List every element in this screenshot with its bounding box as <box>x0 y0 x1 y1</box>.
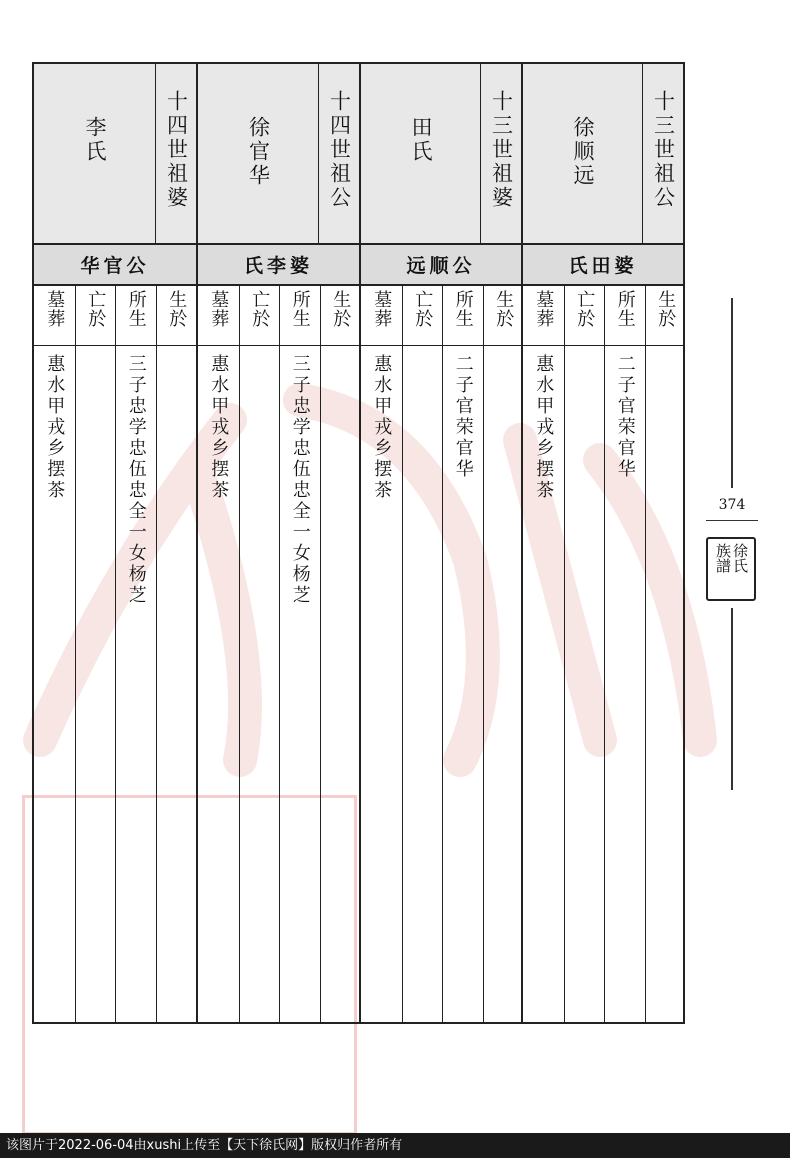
col-children <box>279 286 320 1022</box>
generation-title: 十三世祖公 <box>651 90 676 210</box>
col-born <box>156 286 197 1022</box>
label-died: 亡於 <box>76 286 116 346</box>
label-born: 生於 <box>646 286 686 346</box>
block-header <box>523 64 683 245</box>
value-born <box>321 346 361 1022</box>
value-died <box>403 346 443 1022</box>
label-born: 生於 <box>321 286 361 346</box>
col-died <box>75 286 116 1022</box>
col-burial <box>523 286 564 1022</box>
person-block-3 <box>34 64 196 1022</box>
generation-title: 十四世祖公 <box>327 90 352 210</box>
block-caption: 远顺公 <box>361 245 521 286</box>
col-children <box>604 286 645 1022</box>
label-burial: 墓葬 <box>198 286 239 346</box>
value-died <box>76 346 116 1022</box>
label-children: 所生 <box>116 286 156 346</box>
col-died <box>239 286 280 1022</box>
person-name: 李氏 <box>83 116 107 164</box>
label-burial: 墓葬 <box>361 286 402 346</box>
col-born <box>320 286 361 1022</box>
genealogy-logo <box>706 537 756 601</box>
margin-rule-bottom <box>731 608 733 790</box>
label-born: 生於 <box>484 286 524 346</box>
col-died <box>564 286 605 1022</box>
block-caption: 华官公 <box>34 245 196 286</box>
value-burial: 惠水甲戎乡摆茶 <box>371 354 393 501</box>
block-caption: 氏李婆 <box>198 245 359 286</box>
page-number: 374 <box>718 497 746 513</box>
col-born <box>645 286 686 1022</box>
label-died: 亡於 <box>565 286 605 346</box>
label-burial: 墓葬 <box>34 286 75 346</box>
person-block-1 <box>359 64 521 1022</box>
value-children: 二子官荣官华 <box>614 354 636 480</box>
person-block-2 <box>196 64 359 1022</box>
generation-cell <box>480 64 521 243</box>
label-died: 亡於 <box>240 286 280 346</box>
label-died: 亡於 <box>403 286 443 346</box>
logo-text-right: 徐氏 <box>731 543 749 573</box>
value-died <box>565 346 605 1022</box>
col-children <box>442 286 483 1022</box>
generation-title: 十四世祖婆 <box>164 90 189 210</box>
margin-rule-top <box>731 298 733 488</box>
person-name: 徐官华 <box>246 116 271 188</box>
block-header <box>361 64 521 245</box>
col-burial <box>361 286 402 1022</box>
label-children: 所生 <box>443 286 483 346</box>
label-burial: 墓葬 <box>523 286 564 346</box>
page-number-rule <box>706 520 758 521</box>
value-born <box>646 346 686 1022</box>
block-header <box>198 64 359 245</box>
col-born <box>483 286 524 1022</box>
label-born: 生於 <box>157 286 197 346</box>
value-children: 三子忠学忠伍忠全一女杨芝 <box>125 354 147 606</box>
person-name: 田氏 <box>409 116 433 164</box>
upload-notice-bar: 该图片于2022-06-04由xushi上传至【天下徐氏网】版权归作者所有 <box>0 1133 790 1158</box>
value-burial: 惠水甲戎乡摆茶 <box>533 354 555 501</box>
value-burial: 惠水甲戎乡摆茶 <box>208 354 230 501</box>
col-died <box>402 286 443 1022</box>
generation-cell <box>318 64 359 243</box>
label-children: 所生 <box>280 286 320 346</box>
person-block-0 <box>521 64 683 1022</box>
value-died <box>240 346 280 1022</box>
col-burial <box>198 286 239 1022</box>
generation-title: 十三世祖婆 <box>489 90 514 210</box>
block-header <box>34 64 196 245</box>
value-born <box>157 346 197 1022</box>
col-children <box>115 286 156 1022</box>
block-caption: 氏田婆 <box>523 245 683 286</box>
person-name: 徐顺远 <box>571 116 595 188</box>
genealogy-table <box>32 62 685 1024</box>
col-burial <box>34 286 75 1022</box>
value-children: 二子官荣官华 <box>452 354 474 480</box>
value-burial: 惠水甲戎乡摆茶 <box>44 354 66 501</box>
generation-cell <box>155 64 196 243</box>
generation-cell <box>642 64 683 243</box>
value-children: 三子忠学忠伍忠全一女杨芝 <box>289 354 311 606</box>
value-born <box>484 346 524 1022</box>
logo-text-left: 族譜 <box>714 543 732 573</box>
label-children: 所生 <box>605 286 645 346</box>
